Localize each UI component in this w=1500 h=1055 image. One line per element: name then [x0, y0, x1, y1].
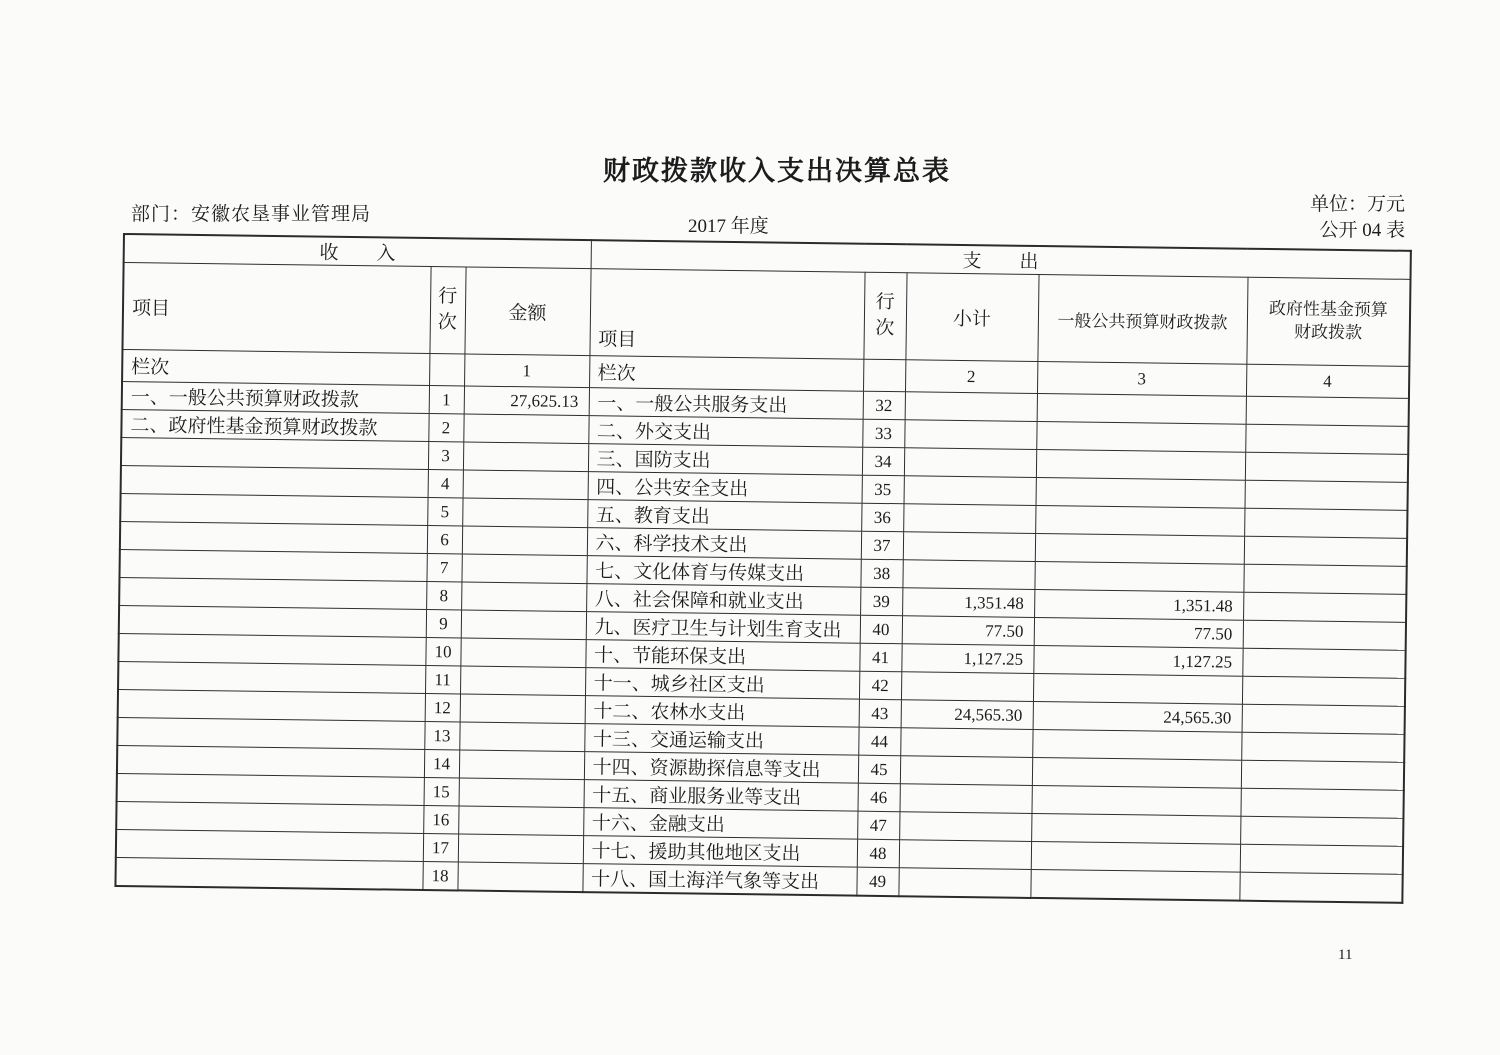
expenditure-row-no-cell: 40 — [860, 615, 902, 644]
income-amount-cell — [460, 694, 585, 724]
expenditure-subtotal-cell — [899, 812, 1031, 842]
expenditure-general-cell — [1034, 561, 1243, 592]
income-amount-cell — [460, 638, 585, 668]
income-row-no-cell: 14 — [424, 749, 459, 777]
income-item-cell — [119, 549, 426, 581]
expenditure-item-cell: 十三、交通运输支出 — [584, 724, 858, 756]
income-amount-cell — [463, 414, 588, 444]
expenditure-gov-fund-cell — [1245, 480, 1408, 510]
income-amount-cell — [462, 526, 587, 556]
income-row-no-cell: 18 — [422, 861, 457, 890]
expenditure-item-cell: 九、医疗卫生与计划生育支出 — [586, 612, 860, 644]
expenditure-row-no-cell: 45 — [858, 755, 900, 784]
expenditure-row-no-cell: 48 — [857, 839, 899, 868]
expenditure-general-cell — [1036, 421, 1245, 452]
expenditure-subtotal-cell — [904, 476, 1036, 506]
expenditure-row-no-cell: 42 — [859, 671, 901, 700]
income-amount-cell — [460, 666, 585, 696]
income-row-no-cell: 16 — [423, 805, 458, 833]
expenditure-row-no-cell: 32 — [863, 391, 905, 420]
income-row-no-cell: 1 — [429, 386, 464, 414]
income-row-no-cell: 7 — [426, 554, 461, 582]
page-title: 财政拨款收入支出决算总表 — [603, 156, 951, 186]
expenditure-gov-fund-cell — [1239, 872, 1402, 903]
expenditure-item-cell: 五、教育支出 — [587, 500, 861, 532]
income-row-no-cell: 11 — [425, 665, 460, 693]
expenditure-row-no-cell: 49 — [856, 867, 898, 896]
table-body — [115, 382, 1409, 903]
expenditure-subtotal-index: 2 — [905, 360, 1037, 394]
expenditure-item-cell: 八、社会保障和就业支出 — [586, 584, 860, 616]
expenditure-general-cell — [1030, 869, 1239, 900]
budget-table — [114, 233, 1411, 904]
expenditure-subtotal-cell — [898, 868, 1030, 898]
income-amount-cell — [463, 442, 588, 472]
income-item-cell — [121, 465, 428, 497]
expenditure-gov-fund-header: 政府性基金预算 财政拨款 — [1246, 277, 1410, 366]
income-amount-cell — [461, 610, 586, 640]
expenditure-general-cell — [1032, 757, 1241, 788]
expenditure-gov-fund-cell — [1241, 732, 1404, 762]
expenditure-subtotal-cell — [903, 504, 1035, 534]
expenditure-gov-fund-cell — [1243, 620, 1406, 650]
expenditure-item-cell: 十、节能环保支出 — [585, 640, 859, 672]
expenditure-gov-fund-cell — [1240, 788, 1403, 818]
unit-label: 单位：万元 — [1309, 194, 1405, 215]
expenditure-subtotal-cell — [900, 728, 1032, 758]
expenditure-general-cell — [1033, 673, 1242, 704]
income-item-cell — [121, 437, 428, 469]
income-item-cell — [117, 745, 424, 777]
expenditure-row-no-cell: 36 — [861, 503, 903, 532]
department-label: 部门：安徽农垦事业管理局 — [131, 204, 372, 225]
expenditure-subtotal-cell — [900, 784, 1032, 814]
income-row-no-cell: 2 — [428, 414, 463, 442]
expenditure-gov-fund-cell — [1244, 508, 1407, 538]
expenditure-item-cell: 十五、商业服务业等支出 — [584, 780, 858, 812]
income-row-no-cell: 6 — [427, 526, 462, 554]
expenditure-subtotal-cell — [902, 560, 1034, 590]
expenditure-item-cell: 四、公共安全支出 — [588, 472, 862, 504]
expenditure-subtotal-cell — [899, 840, 1031, 870]
expenditure-item-cell: 十七、援助其他地区支出 — [583, 836, 857, 868]
income-item-cell — [116, 801, 423, 833]
expenditure-row-no-cell: 33 — [862, 419, 904, 448]
income-amount-cell — [459, 722, 584, 752]
expenditure-item-cell: 二、外交支出 — [588, 416, 862, 448]
expenditure-row-no-cell: 44 — [858, 727, 900, 756]
expenditure-row-no-cell: 39 — [860, 587, 902, 616]
expenditure-subtotal-cell — [903, 532, 1035, 562]
expenditure-subtotal-cell: 1,351.48 — [902, 588, 1034, 618]
income-row-no-cell: 5 — [427, 498, 462, 526]
expenditure-item-cell: 六、科学技术支出 — [587, 528, 861, 560]
expenditure-row-no-cell: 34 — [862, 447, 904, 476]
income-row-no-cell: 3 — [428, 442, 463, 470]
meta-right-block — [1310, 192, 1405, 244]
income-item-cell — [120, 521, 427, 553]
expenditure-gov-fund-cell — [1246, 396, 1409, 426]
expenditure-general-cell: 77.50 — [1034, 617, 1243, 648]
expenditure-subtotal-cell: 1,127.25 — [901, 644, 1033, 674]
expenditure-general-cell: 1,127.25 — [1033, 645, 1242, 676]
expenditure-row-no-cell: 43 — [859, 699, 901, 728]
empty-cell — [429, 354, 464, 386]
income-amount-cell: 27,625.13 — [464, 386, 589, 416]
expenditure-item-cell: 一、一般公共服务支出 — [589, 388, 863, 420]
expenditure-row-no-header: 行 次 — [863, 272, 906, 360]
table-number-label: 公开 04 表 — [1319, 220, 1405, 241]
expenditure-subtotal-cell — [904, 420, 1036, 450]
expenditure-gov-fund-cell — [1244, 536, 1407, 566]
expenditure-item-cell: 十四、资源勘探信息等支出 — [584, 752, 858, 784]
income-row-no-cell: 10 — [425, 637, 460, 665]
income-item-cell: 二、政府性基金预算财政拨款 — [121, 409, 428, 441]
empty-cell — [863, 359, 905, 392]
income-row-no-cell: 12 — [425, 693, 460, 721]
expenditure-gov-fund-cell — [1242, 704, 1405, 734]
expenditure-general-cell — [1032, 785, 1241, 816]
expenditure-gov-fund-cell — [1243, 564, 1406, 594]
income-amount-cell — [457, 862, 582, 892]
expenditure-general-cell — [1036, 449, 1245, 480]
expenditure-general-index: 3 — [1037, 361, 1246, 396]
income-row-no-cell: 9 — [426, 609, 461, 637]
income-item-cell — [119, 605, 426, 637]
expenditure-row-no-cell: 38 — [860, 559, 902, 588]
year-label: 2017 年度 — [688, 216, 769, 237]
expenditure-general-cell — [1036, 477, 1245, 508]
expenditure-item-cell: 三、国防支出 — [588, 444, 862, 476]
expenditure-general-cell — [1031, 841, 1240, 872]
expenditure-subtotal-cell — [901, 672, 1033, 702]
income-row-no-cell: 4 — [428, 470, 463, 498]
income-item-cell — [118, 633, 425, 665]
column-header-row — [122, 263, 1410, 367]
income-row-no-cell: 13 — [424, 721, 459, 749]
expenditure-item-cell: 十六、金融支出 — [583, 808, 857, 840]
expenditure-general-cell: 24,565.30 — [1033, 701, 1242, 732]
expenditure-general-cell — [1032, 729, 1241, 760]
expenditure-item-cell: 七、文化体育与传媒支出 — [586, 556, 860, 588]
income-item-cell — [118, 661, 425, 693]
expenditure-general-cell — [1035, 533, 1244, 564]
income-section-header: 收 入 — [124, 234, 591, 269]
budget-table-wrap — [114, 233, 1409, 904]
expenditure-gov-fund-cell — [1241, 760, 1404, 790]
income-lanci-label: 栏次 — [122, 350, 429, 386]
income-row-no-header: 行 次 — [429, 267, 465, 354]
expenditure-general-cell — [1035, 505, 1244, 536]
expenditure-item-header: 项目 — [589, 269, 864, 360]
expenditure-subtotal-cell — [900, 756, 1032, 786]
income-amount-cell — [458, 806, 583, 836]
income-item-cell — [120, 493, 427, 525]
income-item-cell — [116, 829, 423, 861]
expenditure-gov-fund-cell — [1243, 592, 1406, 622]
income-row-no-cell: 8 — [426, 582, 461, 610]
income-item-cell — [115, 857, 422, 890]
expenditure-row-no-cell: 47 — [857, 811, 899, 840]
income-amount-header: 金额 — [464, 267, 590, 356]
income-item-cell — [119, 577, 426, 609]
expenditure-gov-fund-cell — [1245, 452, 1408, 482]
income-amount-cell — [461, 554, 586, 584]
expenditure-subtotal-cell: 24,565.30 — [901, 700, 1033, 730]
income-item-cell: 一、一般公共预算财政拨款 — [122, 382, 429, 414]
income-item-header: 项目 — [122, 263, 430, 354]
expenditure-subtotal-cell: 77.50 — [902, 616, 1034, 646]
income-amount-cell — [462, 498, 587, 528]
expenditure-row-no-cell: 37 — [861, 531, 903, 560]
expenditure-subtotal-cell — [905, 392, 1037, 422]
income-item-cell — [118, 689, 425, 721]
expenditure-subtotal-header: 小计 — [905, 273, 1038, 362]
income-amount-index: 1 — [464, 354, 589, 388]
expenditure-lanci-label: 栏次 — [589, 356, 863, 392]
expenditure-gov-fund-cell — [1245, 424, 1408, 454]
expenditure-row-no-cell: 41 — [859, 643, 901, 672]
income-row-no-cell: 15 — [424, 777, 459, 805]
page-number: 11 — [1338, 947, 1353, 963]
expenditure-item-cell: 十二、农林水支出 — [585, 696, 859, 728]
expenditure-gov-fund-cell — [1242, 676, 1405, 706]
expenditure-gov-fund-cell — [1240, 844, 1403, 874]
expenditure-general-cell — [1037, 393, 1246, 424]
income-item-cell — [117, 773, 424, 805]
expenditure-general-header: 一般公共预算财政拨款 — [1037, 274, 1247, 364]
income-item-cell — [117, 717, 424, 749]
expenditure-subtotal-cell — [904, 448, 1036, 478]
expenditure-row-no-cell: 46 — [858, 783, 900, 812]
income-row-no-cell: 17 — [423, 833, 458, 861]
expenditure-section-header: 支 出 — [591, 240, 1411, 279]
income-amount-cell — [459, 778, 584, 808]
expenditure-item-cell: 十一、城乡社区支出 — [585, 668, 859, 700]
expenditure-gov-fund-cell — [1240, 816, 1403, 846]
income-amount-cell — [461, 582, 586, 612]
income-amount-cell — [458, 834, 583, 864]
expenditure-item-cell: 十八、国土海洋气象等支出 — [582, 864, 856, 896]
income-amount-cell — [463, 470, 588, 500]
expenditure-row-no-cell: 35 — [862, 475, 904, 504]
expenditure-gov-fund-cell — [1242, 648, 1405, 678]
expenditure-general-cell — [1031, 813, 1240, 844]
expenditure-general-cell: 1,351.48 — [1034, 589, 1243, 620]
income-amount-cell — [459, 750, 584, 780]
expenditure-gov-fund-index: 4 — [1246, 364, 1409, 398]
